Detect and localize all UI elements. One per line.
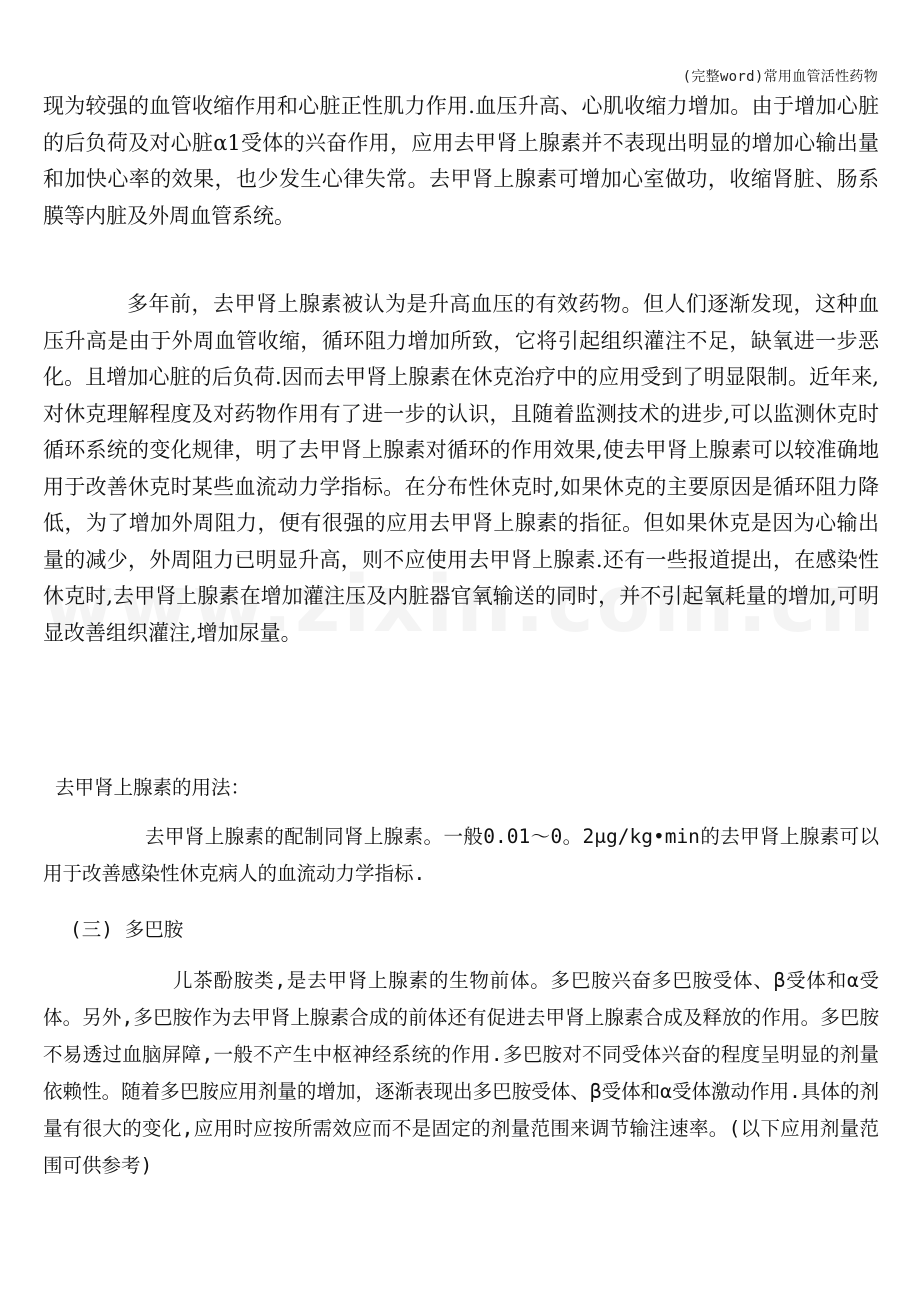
- paragraph-norepinephrine-history: 多年前，去甲肾上腺素被认为是升高血压的有效药物。但人们逐渐发现，这种血压升高是由于外周血管收缩，循环阻力增加所致，它将引起组织灌注不足，缺氧进一步恶化。且增加心脏的后负荷.因而去甲肾上腺素在休克治疗中的应用受到了明显限制。近年来,对休克理解程度及对药物作用有了进一步的认识，且随着监测技术的进步,可以监测休克时循环系统的变化规律，明了去甲肾上腺素对循环的作用效果,使去甲肾上腺素可以较准确地用于改善休克时某些血流动力学指标。在分布性休克时,如果休克的主要原因是循环阻力降低，为了增加外周阻力，便有很强的应用去甲肾上腺素的指征。但如果休克是因为心输出量的减少，外周阻力已明显升高，则不应使用去甲肾上腺素.还有一些报道提出，在感染性休克时,去甲肾上腺素在增加灌注压及内脏器官氧输送的同时，并不引起氧耗量的增加,可明显改善组织灌注,增加尿量。: [43, 292, 879, 645]
- usage-heading: 去甲肾上腺素的用法：: [55, 776, 251, 799]
- section-heading-dopamine: (三) 多巴胺: [70, 918, 184, 941]
- running-header: (完整word)常用血管活性药物: [682, 69, 878, 85]
- paragraph-norepinephrine-effects: 现为较强的血管收缩作用和心脏正性肌力作用.血压升高、心肌收缩力增加。由于增加心脏的后负荷及对心脏α1受体的兴奋作用，应用去甲肾上腺素并不表现出明显的增加心输出量和加快心率的效果，也少发生心律失常。去甲肾上腺素可增加心室做功，收缩肾脏、肠系膜等内脏及外周血管系统。: [43, 94, 879, 228]
- paragraph-dopamine: 儿茶酚胺类,是去甲肾上腺素的生物前体。多巴胺兴奋多巴胺受体、β受体和α受体。另外,多巴胺作为去甲肾上腺素合成的前体还有促进去甲肾上腺素合成及释放的作用。多巴胺不易透过血脑屏障,一般不产生中枢神经系统的作用.多巴胺对不同受体兴奋的程度呈明显的剂量依赖性。随着多巴胺应用剂量的增加，逐渐表现出多巴胺受体、β受体和α受体激动作用.具体的剂量有很大的变化,应用时应按所需效应而不是固定的剂量范围来调节输注速率。(以下应用剂量范围可供参考): [43, 969, 879, 1177]
- paragraph-norepinephrine-dosage: 去甲肾上腺素的配制同肾上腺素。一般0.01～0。2μg/kg•min的去甲肾上腺素可以用于改善感染性休克病人的血流动力学指标.: [43, 825, 879, 885]
